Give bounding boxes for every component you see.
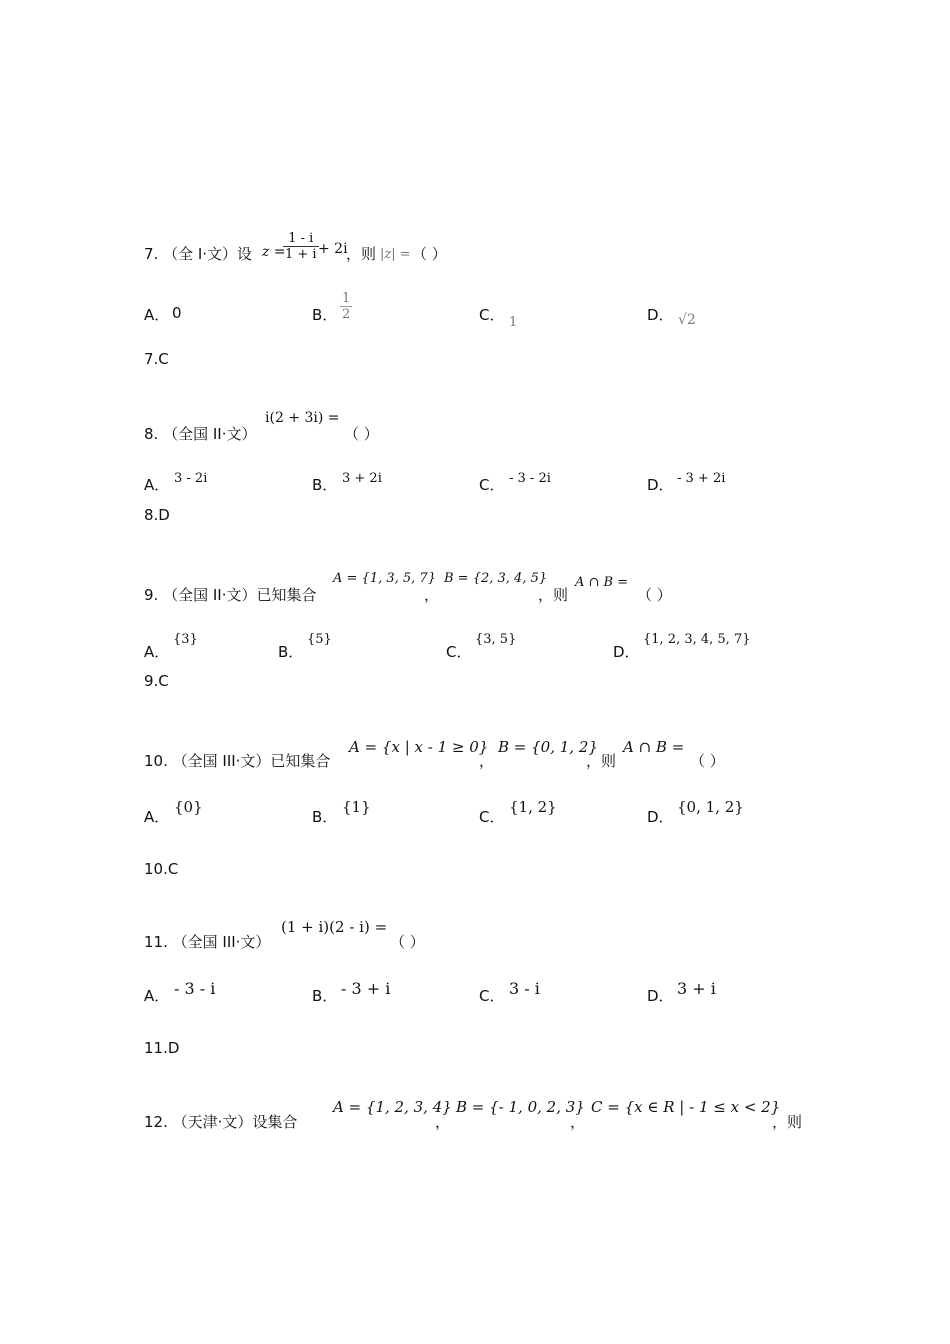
- q8-option-d-label: D．: [647, 476, 674, 494]
- q7-fraction: [283, 231, 319, 262]
- q8-option-c-label: C．: [479, 476, 505, 494]
- q7-option-c-label: C．: [479, 306, 505, 324]
- q9-set-b: B = {2, 3, 4, 5}: [444, 571, 548, 586]
- q10-paren: （ ）: [690, 752, 725, 770]
- q9-option-a-label: A．: [144, 643, 170, 661]
- q7-option-c-value: 1: [509, 315, 518, 330]
- q9-option-d-value: {1, 2, 3, 4, 5, 7}: [643, 632, 751, 647]
- q7-plus-2i: + 2i: [318, 241, 348, 257]
- q8-option-c-value: - 3 - 2i: [509, 471, 551, 486]
- q8-option-b-label: B．: [312, 476, 338, 494]
- q11-paren: （ ）: [390, 933, 425, 951]
- q7-answer: 7.C: [144, 350, 169, 368]
- q8-option-d-value: - 3 + 2i: [677, 471, 726, 486]
- q8-prefix: 8. （全国 II·文）: [144, 425, 257, 443]
- q10-then: ，则: [586, 752, 617, 770]
- q7-option-b-label: B．: [312, 306, 338, 324]
- q8-option-a-label: A．: [144, 476, 170, 494]
- q10-intersection: A ∩ B =: [623, 738, 685, 756]
- q8-answer: 8.D: [144, 506, 170, 524]
- q9-option-b-label: B．: [278, 643, 304, 661]
- q7-option-b-fraction: [340, 291, 352, 322]
- q10-prefix: 10. （全国 III·文）已知集合: [144, 752, 331, 770]
- q10-option-c-label: C．: [479, 808, 505, 826]
- q7-option-d-label: D．: [647, 306, 674, 324]
- q7-prefix: 7. （全 I·文）设: [144, 245, 253, 263]
- q8-option-b-value: 3 + 2i: [342, 471, 382, 486]
- q9-option-a-value: {3}: [173, 632, 198, 647]
- q10-set-b: B = {0, 1, 2}: [498, 738, 598, 756]
- q10-option-a-value: {0}: [174, 798, 203, 816]
- q11-option-d-label: D．: [647, 987, 674, 1005]
- q12-comma-2: ，: [570, 1113, 586, 1131]
- q11-option-d-value: 3 + i: [677, 979, 716, 998]
- q7-paren: （ ）: [412, 245, 447, 263]
- q9-prefix: 9. （全国 II·文）已知集合: [144, 586, 317, 604]
- q12-prefix: 12. （天津·文）设集合: [144, 1113, 298, 1131]
- q11-option-b-value: - 3 + i: [341, 979, 391, 998]
- q11-option-b-label: B．: [312, 987, 338, 1005]
- q7-option-a-value: 0: [172, 304, 182, 322]
- q7-option-d-value: √2: [678, 312, 696, 328]
- q11-prefix: 11. （全国 III·文）: [144, 933, 271, 951]
- q7-option-b-den: 2: [342, 307, 351, 322]
- q9-option-c-value: {3, 5}: [475, 632, 517, 647]
- q10-option-d-label: D．: [647, 808, 674, 826]
- q11-option-c-value: 3 - i: [509, 979, 540, 998]
- q10-set-a: A = {x | x - 1 ≥ 0}: [349, 738, 489, 756]
- q7-z-eq: z =: [262, 244, 286, 260]
- q9-option-c-label: C．: [446, 643, 472, 661]
- q9-option-b-value: {5}: [307, 632, 332, 647]
- q8-option-a-value: 3 - 2i: [174, 471, 208, 486]
- q10-option-d-value: {0, 1, 2}: [677, 798, 744, 816]
- q10-option-b-label: B．: [312, 808, 338, 826]
- q12-comma-1: ，: [435, 1113, 451, 1131]
- q7-option-a-label: A．: [144, 306, 170, 324]
- q10-answer: 10.C: [144, 860, 179, 878]
- q9-paren: （ ）: [637, 586, 672, 604]
- q9-intersection: A ∩ B =: [575, 575, 629, 590]
- q9-then: ，则: [538, 586, 569, 604]
- q11-option-a-value: - 3 - i: [174, 979, 216, 998]
- q9-comma: ，: [424, 586, 440, 604]
- q11-expr: (1 + i)(2 - i) =: [281, 918, 388, 936]
- q10-option-a-label: A．: [144, 808, 170, 826]
- q10-option-b-value: {1}: [342, 798, 371, 816]
- q7-then: ，则: [346, 245, 377, 263]
- q12-set-c: C = {x ∈ R | - 1 ≤ x < 2}: [591, 1098, 781, 1116]
- q11-option-c-label: C．: [479, 987, 505, 1005]
- q9-option-d-label: D．: [613, 643, 640, 661]
- q8-paren: （ ）: [344, 425, 379, 443]
- q9-answer: 9.C: [144, 672, 169, 690]
- q11-option-a-label: A．: [144, 987, 170, 1005]
- q10-option-c-value: {1, 2}: [509, 798, 557, 816]
- q9-set-a: A = {1, 3, 5, 7}: [333, 571, 436, 586]
- q7-denominator: 1 + i: [285, 247, 317, 262]
- q7-abs-z: |z| =: [380, 247, 411, 262]
- q12-set-b: B = {- 1, 0, 2, 3}: [456, 1098, 585, 1116]
- q12-set-a: A = {1, 2, 3, 4}: [333, 1098, 452, 1116]
- q7-numerator: 1 - i: [288, 231, 314, 246]
- q7-option-b-num: 1: [342, 291, 351, 306]
- q8-expr: i(2 + 3i) =: [265, 410, 340, 426]
- q10-comma: ，: [479, 752, 495, 770]
- q11-answer: 11.D: [144, 1039, 180, 1057]
- q12-then: ，则: [772, 1113, 803, 1131]
